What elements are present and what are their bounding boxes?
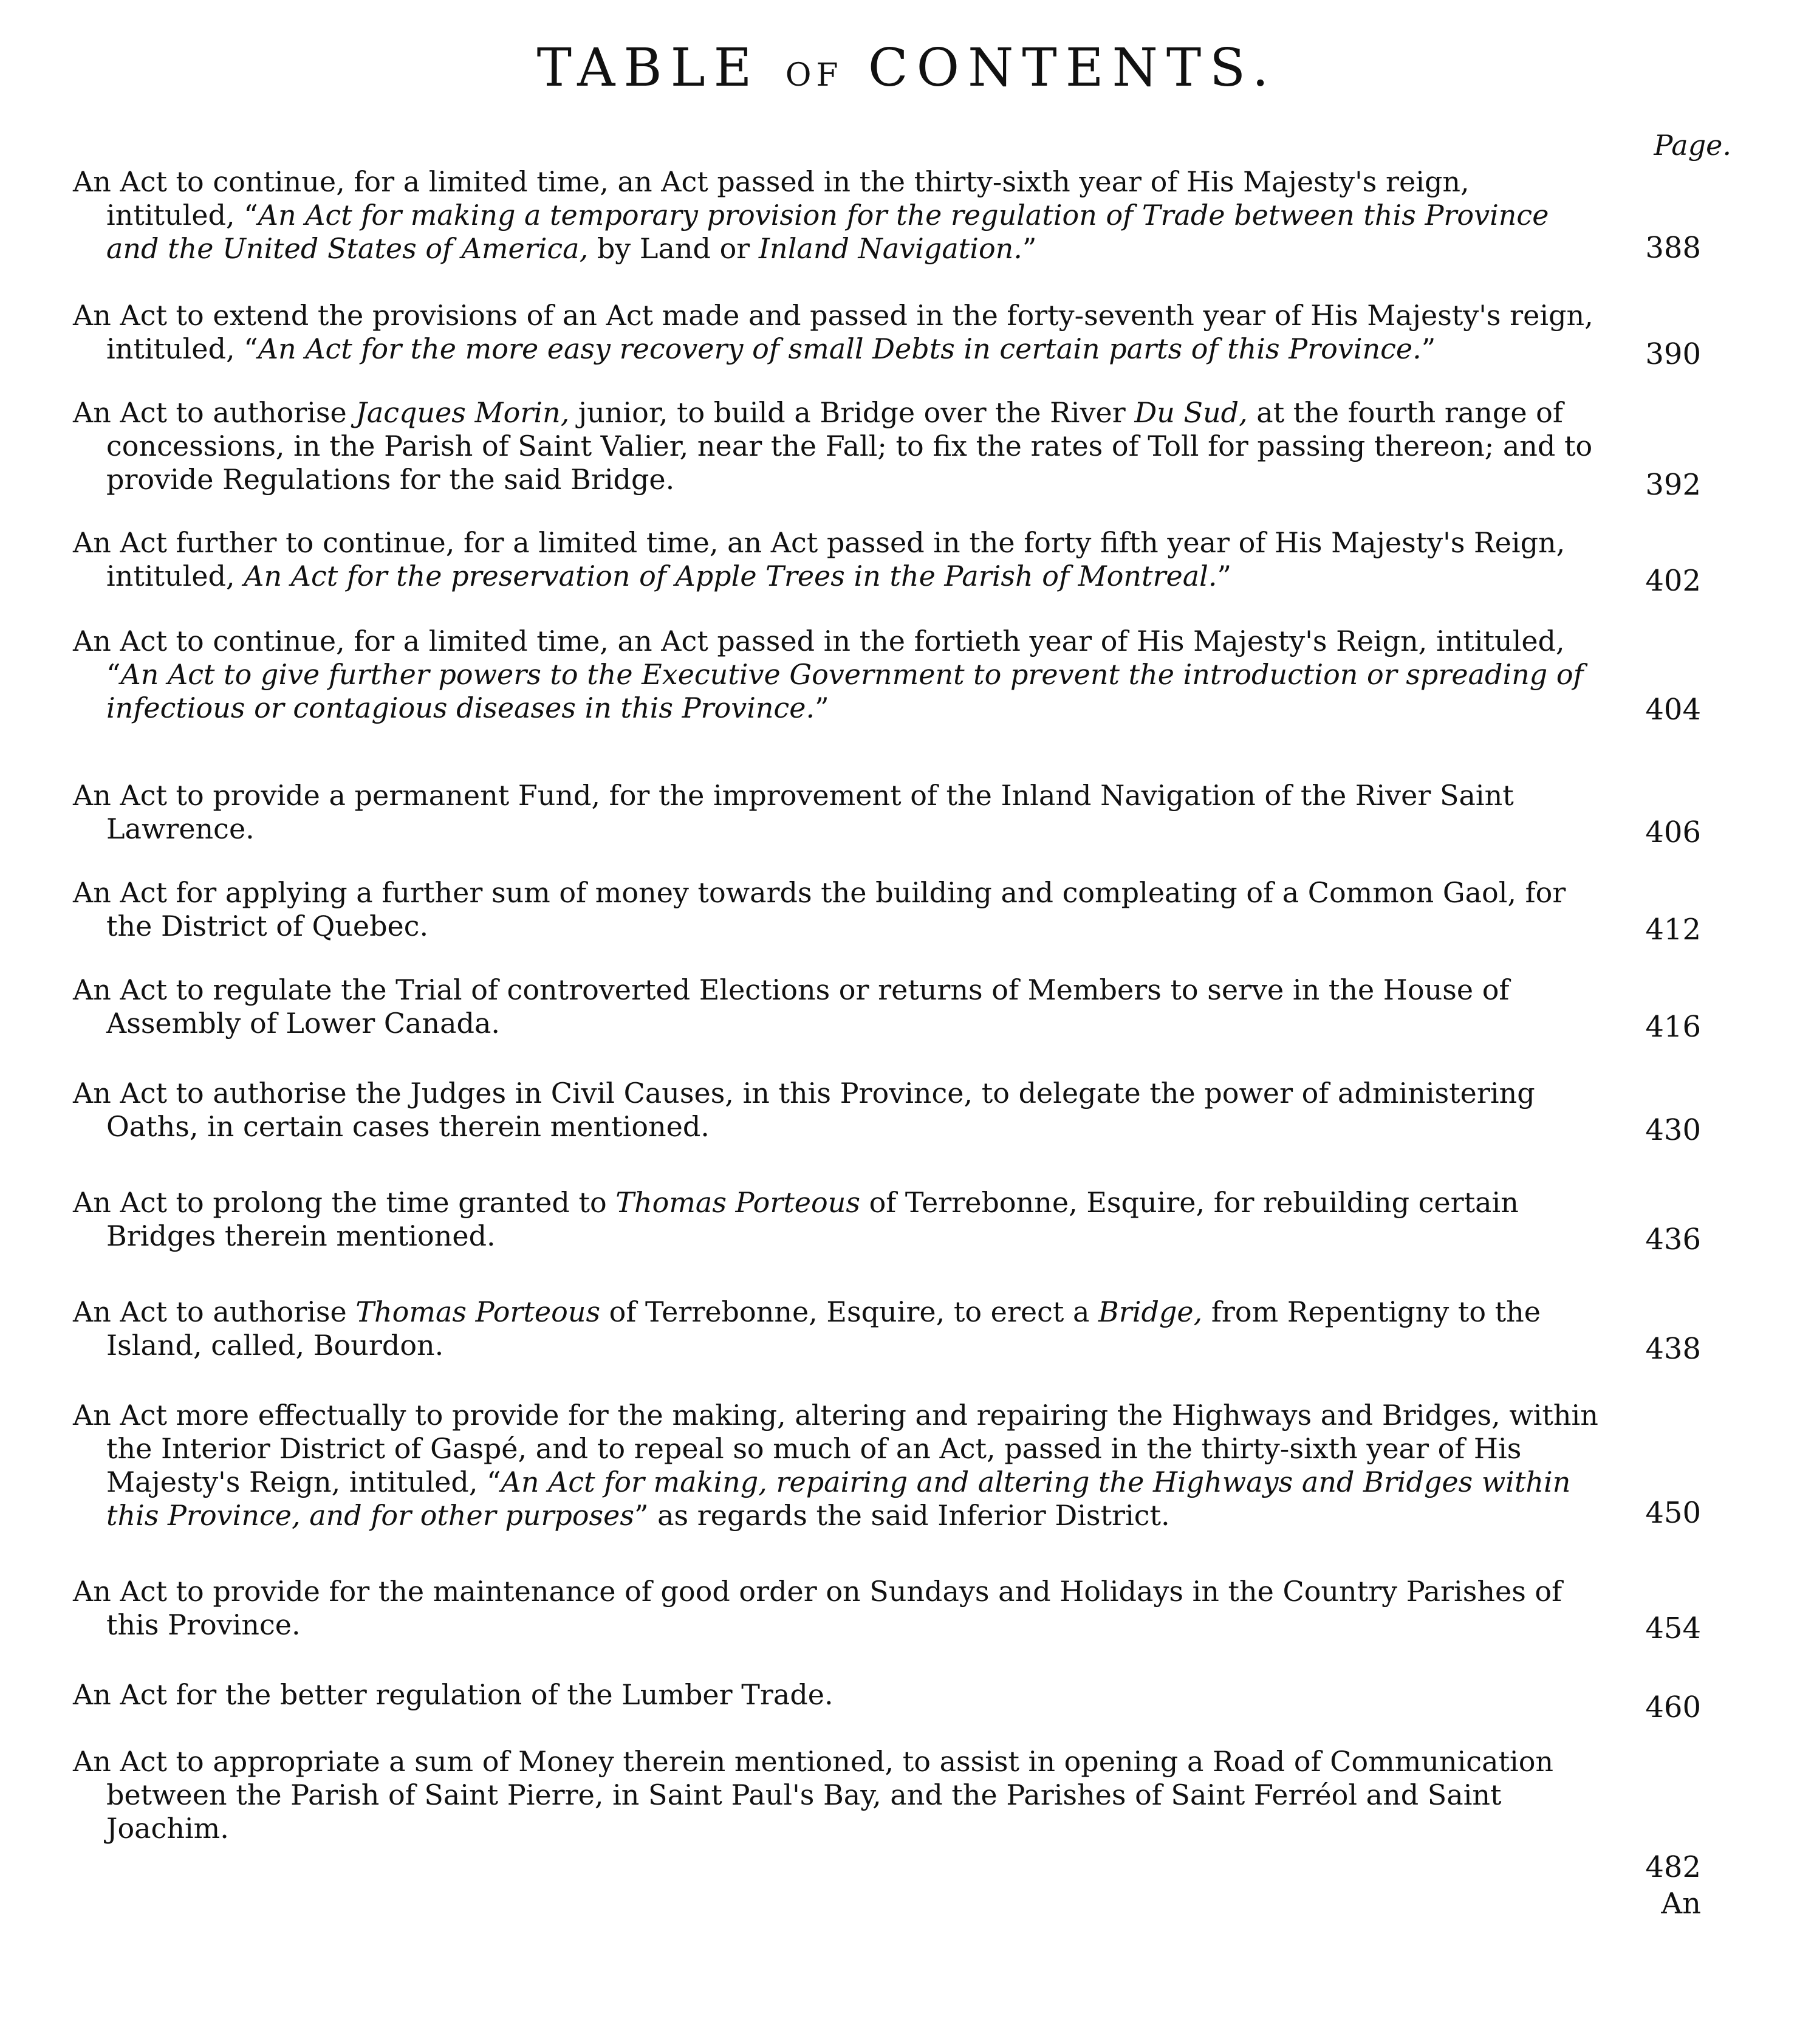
entry-italic-text: An Act for making a temporary provision for the regulation of Trade between this Province and the United States of America,	[106, 199, 1549, 265]
toc-entry-text	[73, 165, 1601, 266]
toc-page-number: 412	[1645, 913, 1701, 947]
entry-italic-text: Jacques Morin,	[355, 396, 570, 429]
entry-italic-text: An Act for the more easy recovery of small Debts in certain parts of this Province.	[258, 332, 1422, 365]
toc-entry-text	[73, 876, 1601, 943]
entry-italic-text: An Act to give further powers to the Executive Government to prevent the introduction or spreading of infectious or contagious diseases in this Province.	[106, 658, 1584, 724]
entry-text-segment: An Act to authorise	[73, 396, 356, 429]
toc-page-number: 392	[1645, 468, 1701, 502]
entry-text-segment: An Act to authorise	[73, 1295, 356, 1328]
toc-page-number: 450	[1645, 1496, 1701, 1530]
title-word-of: OF	[785, 57, 843, 94]
title-word-contents: CONTENTS.	[868, 38, 1278, 98]
entry-italic-text: Inland Navigation.	[758, 232, 1022, 265]
entry-text-segment: at the fourth range of concessions, in the Parish of Saint Valier, near the Fall; to fix the rates of Toll for passing thereon; and to provide Regulations for the said Bridge.	[106, 396, 1593, 496]
entry-text-segment: ”	[1217, 560, 1232, 592]
entry-text-segment: An Act to regulate the Trial of controverted Elections or returns of Members to serve in the House of Assembly of Lower Canada.	[73, 973, 1510, 1040]
title-word-table: TABLE	[536, 38, 761, 98]
entry-text-segment: ”	[1022, 232, 1037, 265]
toc-page-number: 460	[1645, 1690, 1701, 1724]
entry-italic-text: An Act for the preservation of Apple Trees in the Parish of Montreal.	[244, 560, 1217, 592]
toc-entry-text	[73, 396, 1601, 496]
toc-page-number: 438	[1645, 1332, 1701, 1366]
entry-text-segment: An Act to provide for the maintenance of good order on Sundays and Holidays in the Country Parishes of this Province.	[73, 1575, 1562, 1641]
entry-text-segment: An Act to continue, for a limited time, an Act passed in the thirty-sixth year of His Majesty's reign, intituled, “	[73, 165, 1470, 231]
entry-text-segment: junior, to build a Bridge over the River	[569, 396, 1135, 429]
toc-entry-text	[73, 1295, 1601, 1362]
toc-entry-text	[73, 526, 1601, 593]
entry-italic-text: An Act for making, repairing and altering the Highways and Bridges within this Province, and for other purposes	[106, 1466, 1571, 1532]
entry-text-segment: An Act to continue, for a limited time, an Act passed in the fortieth year of His Majesty's Reign, intituled, “	[73, 625, 1565, 691]
toc-page-number: 406	[1645, 815, 1701, 849]
entry-text-segment: An Act to provide a permanent Fund, for the improvement of the Inland Navigation of the River Saint Lawrence.	[73, 779, 1514, 845]
entry-italic-text: Thomas Porteous	[355, 1295, 601, 1328]
page-title	[0, 38, 1814, 98]
entry-text-segment: from Repentigny to the Island, called, Bourdon.	[106, 1295, 1541, 1362]
toc-page-number: 402	[1645, 564, 1701, 598]
entry-text-segment: An Act for the better regulation of the Lumber Trade.	[73, 1678, 833, 1711]
toc-page-number: 388	[1645, 231, 1701, 265]
entry-text-segment: ” as regards the said Inferior District.	[634, 1499, 1170, 1532]
entry-text-segment: ”	[815, 691, 829, 724]
toc-entry-text	[73, 1077, 1601, 1144]
entry-text-segment: An Act to authorise the Judges in Civil Causes, in this Province, to delegate the power of administering Oaths, in certain cases therein mentioned.	[73, 1077, 1535, 1143]
entry-text-segment: An Act to extend the provisions of an Act made and passed in the forty-seventh year of His Majesty's reign, intituled, “	[73, 299, 1593, 365]
entry-text-segment: of Terrebonne, Esquire, to erect a	[600, 1295, 1098, 1328]
toc-entry-text	[73, 1399, 1601, 1532]
toc-page-number: 416	[1645, 1010, 1701, 1044]
toc-entry-text	[73, 1745, 1601, 1845]
toc-entry-text	[73, 299, 1601, 366]
entry-italic-text: Thomas Porteous	[615, 1186, 860, 1219]
toc-entry-text	[73, 1575, 1601, 1642]
toc-page-number: 390	[1645, 337, 1701, 371]
toc-page-number: 482	[1645, 1850, 1701, 1884]
toc-entry-text	[73, 779, 1601, 846]
toc-page-number: 404	[1645, 693, 1701, 727]
entry-text-segment: ”	[1421, 332, 1436, 365]
entry-text-segment: An Act for applying a further sum of money towards the building and compleating of a Common Gaol, for the District of Quebec.	[73, 876, 1566, 942]
toc-page-number: 454	[1645, 1611, 1701, 1645]
page-column-heading: Page.	[1654, 129, 1731, 162]
toc-entry-text	[73, 1678, 1601, 1712]
entry-italic-text: Du Sud,	[1134, 396, 1248, 429]
entry-italic-text: Bridge,	[1098, 1295, 1203, 1328]
toc-entry-text	[73, 1186, 1601, 1253]
entry-text-segment: by Land or	[588, 232, 759, 265]
entry-text-segment: An Act to prolong the time granted to	[73, 1186, 616, 1219]
toc-page-number: 436	[1645, 1223, 1701, 1257]
toc-entry-text	[73, 625, 1601, 725]
entry-text-segment: of Terrebonne, Esquire, for rebuilding certain Bridges therein mentioned.	[106, 1186, 1519, 1252]
entry-text-segment: An Act to appropriate a sum of Money therein mentioned, to assist in opening a Road of Communication between the Parish of Saint Pierre, in Saint Paul's Bay, and the Parishes of Saint Ferréol and Saint Joachim.	[73, 1745, 1554, 1845]
toc-entry-text	[73, 973, 1601, 1040]
toc-page-number: 430	[1645, 1113, 1701, 1147]
entry-text-segment: An Act further to continue, for a limited time, an Act passed in the forty fifth year of His Majesty's Reign, intituled,	[73, 526, 1566, 592]
catchword: An	[1661, 1887, 1701, 1921]
entry-text-segment: An Act more effectually to provide for the making, altering and repairing the Highways and Bridges, within the Interior District of Gaspé, and to repeal so much of an Act, passed in the thirty-sixth year of His Majesty's Reign, intituled, “	[73, 1399, 1598, 1498]
